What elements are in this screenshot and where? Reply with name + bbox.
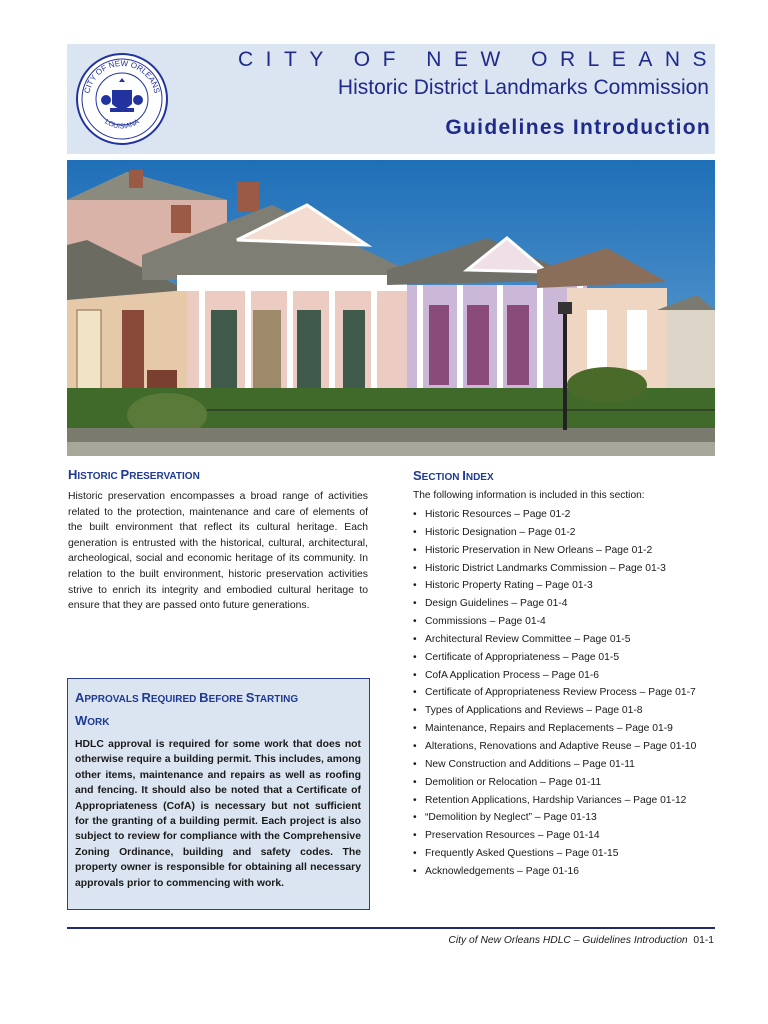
section-index-item: • Historic District Landmarks Commission – Page 01-3: [413, 561, 718, 576]
city-seal-icon: [75, 52, 169, 146]
section-index-item: • Demolition or Relocation – Page 01-11: [413, 775, 718, 790]
section-index-item: • Retention Applications, Hardship Variances – Page 01-12: [413, 793, 718, 808]
section-index-item: • Design Guidelines – Page 01-4: [413, 596, 718, 611]
commission-name: Historic District Landmarks Commission: [337, 76, 709, 99]
section-index-item: • Historic Property Rating – Page 01-3: [413, 578, 718, 593]
section-index-item: • Types of Applications and Reviews – Page 01-8: [413, 703, 718, 718]
section-index-list: [413, 507, 718, 882]
footer-text: City of New Orleans HDLC – Guidelines Introduction: [448, 935, 688, 946]
seal-top-text: CITY OF NEW ORLEANS: [82, 58, 162, 95]
section-index-item: • Certificate of Appropriateness – Page 01-5: [413, 650, 718, 665]
footer-rule: [67, 927, 715, 929]
section-index-item: • Historic Designation – Page 01-2: [413, 525, 718, 540]
approvals-heading: APPROVALS REQUIRED BEFORE STARTING WORK: [75, 690, 299, 728]
section-index-item: • Commissions – Page 01-4: [413, 614, 718, 629]
section-index-item: • Architectural Review Committee – Page 01-5: [413, 632, 718, 647]
section-index-item: • “Demolition by Neglect” – Page 01-13: [413, 810, 718, 825]
approvals-callout-box: [67, 678, 370, 910]
city-title: CITY OF NEW ORLEANS: [238, 48, 719, 71]
document-title: Guidelines Introduction: [445, 116, 711, 139]
section-index-item: • Historic Resources – Page 01-2: [413, 507, 718, 522]
historic-preservation-body: Historic preservation encompasses a broad range of activities related to the protection, maintenance and care of elements of the built environment that reflect its cultural heritage. Each generation is entrusted with the historical, cultural, architectural, archeological, social and economic heritage of its community. In relation to the built environment, historic preservation activities strive to enrich its integrity and embodied cultural heritage to ensure that they are passed onto future generations.: [68, 491, 368, 612]
approvals-body: HDLC approval is required for some work that does not otherwise require a building permit. This includes, among other items, maintenance and repairs as well as roofing and fencing. It should also be noted that a Certificate of Appropriateness (CofA) is necessary but not sufficient for the granting of a building permit. Each project is also subject to review for compliance with the Comprehensive Zoning Ordinance, building and safety codes. The property owner is responsible for obtaining all necessary approvals prior to commencing with work.: [75, 739, 361, 889]
document-header: [67, 44, 719, 154]
section-index-intro: The following information is included in this section:: [413, 490, 645, 501]
section-index-item: • CofA Application Process – Page 01-6: [413, 668, 718, 683]
section-index-item: • Alterations, Renovations and Adaptive Reuse – Page 01-10: [413, 739, 718, 754]
historic-preservation-heading: HISTORIC PRESERVATION: [68, 467, 200, 482]
section-index-item: • Acknowledgements – Page 01-16: [413, 864, 718, 879]
section-index-item: • Frequently Asked Questions – Page 01-15: [413, 846, 718, 861]
section-index-heading: SECTION INDEX: [413, 468, 494, 483]
section-index-item: • Maintenance, Repairs and Replacements – Page 01-9: [413, 721, 718, 736]
section-index-item: • New Construction and Additions – Page 01-11: [413, 757, 718, 772]
section-index-item: • Preservation Resources – Page 01-14: [413, 828, 718, 843]
section-index-item: • Certificate of Appropriateness Review Process – Page 01-7: [413, 685, 718, 700]
page-number: 01-1: [693, 935, 714, 946]
section-index-item: • Historic Preservation in New Orleans – Page 01-2: [413, 543, 718, 558]
page-footer: [448, 935, 714, 946]
seal-bottom-text: LOUISIANA: [103, 118, 141, 131]
houses-photo: [67, 160, 715, 456]
